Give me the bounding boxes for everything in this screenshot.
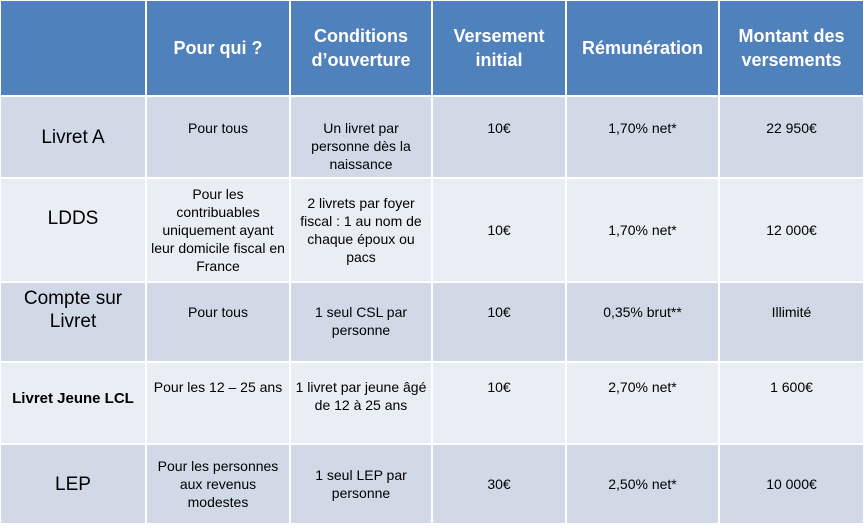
cell-montant: 12 000€ bbox=[720, 179, 863, 283]
row-label: Livret Jeune LCL bbox=[1, 363, 147, 445]
table-row-livret-jeune bbox=[1, 363, 863, 445]
header-montant: Montant des versements bbox=[720, 1, 863, 97]
cell-pour-qui: Pour tous bbox=[147, 97, 291, 179]
header-versement-initial: Versement initial bbox=[433, 1, 567, 97]
cell-remuneration: 2,50% net* bbox=[567, 445, 720, 525]
header-remuneration: Rémunération bbox=[567, 1, 720, 97]
table-row-compte-sur-livret bbox=[1, 283, 863, 363]
row-label: LEP bbox=[1, 445, 147, 525]
cell-pour-qui: Pour les 12 – 25 ans bbox=[147, 363, 291, 445]
cell-montant: 22 950€ bbox=[720, 97, 863, 179]
cell-pour-qui: Pour les contribuables uniquement ayant leur domicile fiscal en France bbox=[147, 179, 291, 283]
cell-conditions: 1 livret par jeune âgé de 12 à 25 ans bbox=[291, 363, 433, 445]
cell-conditions: 1 seul CSL par personne bbox=[291, 283, 433, 363]
row-label: Compte sur Livret bbox=[1, 283, 147, 363]
cell-pour-qui: Pour tous bbox=[147, 283, 291, 363]
cell-remuneration: 1,70% net* bbox=[567, 179, 720, 283]
table-row-ldds bbox=[1, 179, 863, 283]
row-label: Livret A bbox=[1, 97, 147, 179]
table-header-row bbox=[1, 1, 863, 97]
cell-conditions: 1 seul LEP par personne bbox=[291, 445, 433, 525]
cell-versement: 10€ bbox=[433, 363, 567, 445]
header-conditions: Conditions d’ouverture bbox=[291, 1, 433, 97]
row-label: LDDS bbox=[1, 179, 147, 283]
cell-montant: 1 600€ bbox=[720, 363, 863, 445]
table-row-livret-a bbox=[1, 97, 863, 179]
header-empty-cell bbox=[1, 1, 147, 97]
cell-versement: 10€ bbox=[433, 179, 567, 283]
cell-montant: 10 000€ bbox=[720, 445, 863, 525]
savings-comparison-table bbox=[1, 1, 863, 525]
cell-versement: 10€ bbox=[433, 97, 567, 179]
cell-versement: 10€ bbox=[433, 283, 567, 363]
cell-conditions: Un livret par personne dès la naissance bbox=[291, 97, 433, 179]
cell-remuneration: 2,70% net* bbox=[567, 363, 720, 445]
cell-versement: 30€ bbox=[433, 445, 567, 525]
cell-conditions: 2 livrets par foyer fiscal : 1 au nom de chaque époux ou pacs bbox=[291, 179, 433, 283]
table-row-lep bbox=[1, 445, 863, 525]
cell-remuneration: 1,70% net* bbox=[567, 97, 720, 179]
header-pour-qui: Pour qui ? bbox=[147, 1, 291, 97]
cell-montant: Illimité bbox=[720, 283, 863, 363]
cell-remuneration: 0,35% brut** bbox=[567, 283, 720, 363]
cell-pour-qui: Pour les personnes aux revenus modestes bbox=[147, 445, 291, 525]
